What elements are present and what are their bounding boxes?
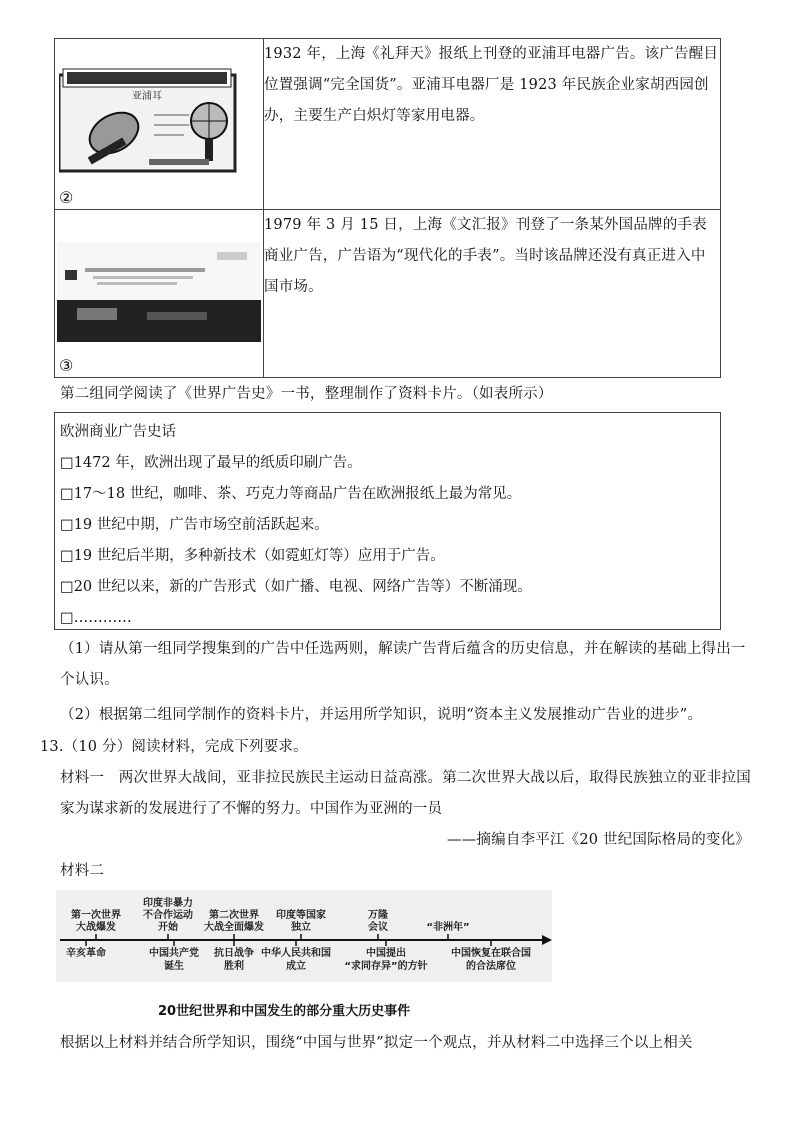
timeline-event-top: 开始 — [158, 922, 178, 933]
card-item: □19 世纪中期，广告市场空前活跃起来。 — [60, 517, 329, 533]
group2-intro: 第二组同学阅读了《世界广告史》一书，整理制作了资料卡片。（如表所示） — [60, 386, 553, 402]
timeline-event-top: “非洲年” — [426, 922, 470, 933]
radio-ad-image — [59, 67, 239, 177]
ad-row-2 — [55, 39, 721, 210]
timeline-event-top: 大战爆发 — [76, 922, 116, 933]
card-title: 欧洲商业广告史话 — [60, 424, 176, 440]
ad-marker: ② — [59, 188, 74, 207]
timeline-event-bottom: 胜利 — [224, 961, 244, 972]
ad-image-cell — [55, 39, 264, 210]
timeline-diagram — [56, 890, 552, 982]
ad-description: 1979 年 3 月 15 日，上海《文汇报》刊登了一条某外国品牌的手表商业广告，广告语为“现代化的手表”。当时该品牌还没有真正进入中国市场。 — [264, 210, 721, 378]
material-2-label: 材料二 — [60, 863, 105, 879]
timeline-event-top: 印度非暴力 — [143, 898, 193, 909]
material-source: ——摘编自李平江《20 世纪国际格局的变化》 — [447, 832, 750, 848]
timeline-event-top: 万隆 — [368, 910, 388, 921]
timeline-caption: 20世纪世界和中国发生的部分重大历史事件 — [158, 1004, 411, 1019]
card-item: □………… — [60, 610, 132, 626]
ad-description: 1932 年，上海《礼拜天》报纸上刊登的亚浦耳电器广告。该广告醒目位置强调“完全国货”。亚浦耳电器厂是 1923 年民族企业家胡西园创办，主要生产白炽灯等家用电器。 — [264, 39, 721, 210]
final-instruction: 根据以上材料并结合所学知识，围绕“中国与世界”拟定一个观点，并从材料二中选择三个以上相关 — [60, 1035, 693, 1051]
material-1: 材料一 两次世界大战间，亚非拉民族民主运动日益高涨。第二次世界大战以后，取得民族独立的亚非拉国家为谋求新的发展进行了不懈的努力。中国作为亚洲的一员 — [60, 770, 751, 817]
card-item: □20 世纪以来，新的广告形式（如广播、电视、网络广告等）不断涌现。 — [60, 579, 532, 595]
timeline-event-bottom: 中国提出 — [366, 948, 406, 959]
card-item: □1472 年，欧洲出现了最早的纸质印刷广告。 — [60, 455, 362, 471]
timeline-event-top: 会议 — [368, 922, 388, 933]
watch-ad-image — [57, 242, 261, 342]
timeline-event-bottom: 诞生 — [164, 961, 184, 972]
timeline-event-top: 第一次世界 — [71, 910, 121, 921]
resource-card — [54, 412, 721, 630]
timeline-event-bottom: 中国共产党 — [149, 948, 199, 959]
timeline-event-top: 大战全面爆发 — [204, 922, 264, 933]
timeline-event-bottom: 辛亥革命 — [66, 948, 106, 959]
timeline-event-bottom: “求同存异”的方针 — [344, 961, 428, 972]
ad-row-3 — [55, 210, 721, 378]
question-1: （1）请从第一组同学搜集到的广告中任选两则，解读广告背后蕴含的历史信息，并在解读的基础上得出一个认识。 — [60, 641, 746, 688]
timeline-event-bottom: 的合法席位 — [466, 961, 516, 972]
timeline-event-top: 独立 — [291, 922, 311, 933]
timeline-event-top: 不合作运动 — [143, 910, 193, 921]
timeline-event-top: 印度等国家 — [276, 910, 326, 921]
ad-image-cell — [55, 210, 264, 378]
timeline-event-top: 第二次世界 — [209, 910, 259, 921]
card-item: □19 世纪后半期，多种新技术（如霓虹灯等）应用于广告。 — [60, 548, 445, 564]
question-13: 13.（10 分）阅读材料，完成下列要求。 — [40, 739, 308, 755]
timeline-event-bottom: 成立 — [286, 961, 306, 972]
timeline-event-bottom: 中国恢复在联合国 — [451, 948, 531, 959]
ad-marker: ③ — [59, 356, 74, 375]
ad-image-brand: 亚浦耳 — [132, 91, 162, 102]
timeline-event-bottom: 抗日战争 — [214, 948, 254, 959]
timeline-event-bottom: 中华人民共和国 — [261, 948, 331, 959]
card-item: □17～18 世纪，咖啡、茶、巧克力等商品广告在欧洲报纸上最为常见。 — [60, 486, 522, 502]
question-2: （2）根据第二组同学制作的资料卡片，并运用所学知识，说明“资本主义发展推动广告业的进步”。 — [60, 707, 703, 723]
ads-table — [54, 38, 721, 378]
